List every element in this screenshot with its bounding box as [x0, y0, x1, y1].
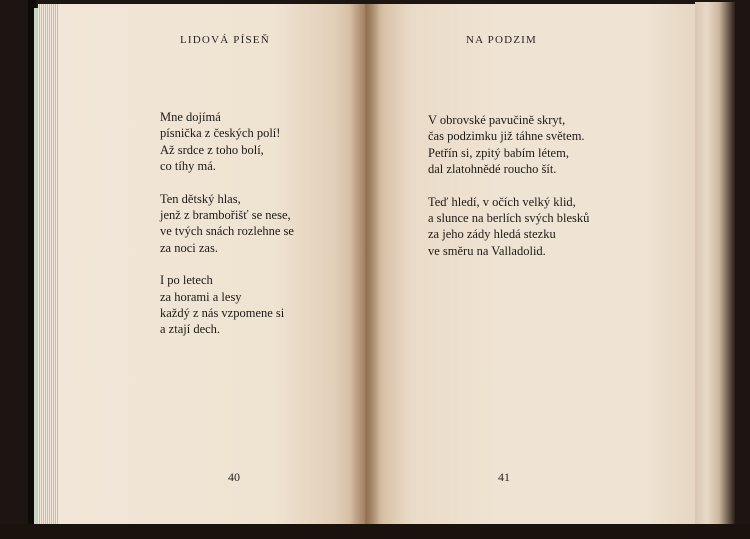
right-page-number: 41	[498, 470, 510, 484]
poem-line: za jeho zády hledá stezku	[428, 227, 556, 242]
poem-line: ve směru na Valladolid.	[428, 243, 546, 258]
poem-line: jenž z brambořišť se nese,	[160, 208, 291, 223]
bottom-background	[0, 524, 750, 539]
poem-stanza	[428, 112, 589, 178]
poem-stanza	[428, 194, 589, 260]
left-poem	[160, 109, 294, 354]
poem-line: za horami a lesy	[160, 289, 242, 304]
poem-line: Teď hledí, v očích velký klid,	[428, 194, 576, 209]
poem-line: za noci zas.	[160, 240, 218, 255]
left-page-number: 40	[228, 470, 240, 484]
right-page-edges	[695, 2, 735, 530]
poem-stanza	[160, 191, 294, 257]
page-edges	[38, 4, 60, 526]
poem-line: Až srdce z toho bolí,	[160, 142, 264, 157]
poem-line: a ztají dech.	[160, 322, 221, 337]
poem-line: V obrovské pavučině skryt,	[428, 113, 566, 127]
poem-line: ve tvých snách rozlehne se	[160, 224, 294, 239]
poem-line: písnička z českých polí!	[160, 126, 281, 141]
poem-line: dal zlatohnědé roucho šít.	[428, 162, 557, 177]
poem-line: I po letech	[160, 273, 213, 288]
poem-line: každý z nás vzpomene si	[160, 306, 285, 321]
right-page-header: NA PODZIM	[466, 34, 537, 46]
poem-line: Ten dětský hlas,	[160, 191, 241, 206]
poem-stanza	[160, 109, 294, 175]
right-poem	[428, 112, 589, 275]
book-gutter	[350, 4, 380, 524]
poem-line: Mne dojímá	[160, 110, 221, 124]
poem-line: čas podzimku již táhne světem.	[428, 129, 585, 144]
left-page-header: LIDOVÁ PÍSEŇ	[180, 34, 270, 46]
poem-line: co tíhy má.	[160, 159, 216, 174]
poem-line: Petřín si, zpitý babím létem,	[428, 145, 569, 160]
poem-line: a slunce na berlích svých blesků	[428, 211, 590, 226]
poem-stanza	[160, 272, 294, 338]
